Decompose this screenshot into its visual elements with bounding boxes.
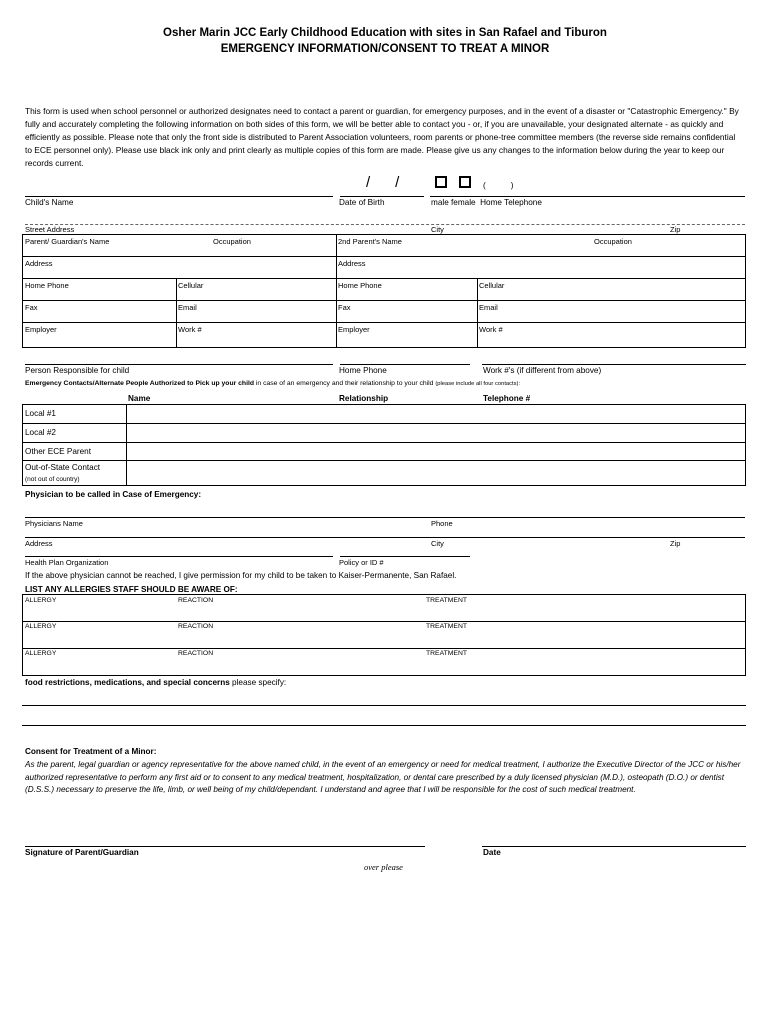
childs-name-label: Child's Name (25, 198, 74, 207)
parent1-fax-label: Fax (25, 303, 38, 312)
contact-row-label: Other ECE Parent (25, 447, 91, 456)
zip-label: Zip (670, 225, 681, 234)
allergies-heading: LIST ANY ALLERGIES STAFF SHOULD BE AWARE OF: (25, 585, 238, 594)
parent2-name-label: 2nd Parent's Name (338, 237, 402, 246)
date-field[interactable] (482, 832, 746, 846)
parent1-work-label: Work # (178, 325, 202, 334)
phone-parens: ( ) (483, 181, 514, 190)
kaiser-permission-text: If the above physician cannot be reached, I give permission for my child to be taken to Kaiser-Permanente, San Rafael. (25, 571, 457, 580)
treatment-label: TREATMENT (426, 650, 468, 657)
person-responsible-field[interactable] (25, 350, 333, 364)
parent1-cellular-label: Cellular (178, 281, 204, 290)
gender-phone-label: male female Home Telephone (431, 198, 542, 207)
responsible-work-label: Work #'s (if different from above) (483, 366, 602, 375)
intro-paragraph: This form is used when school personnel or authorized designates need to contact a parent or guardian, for emergency purposes, and in the event of a disaster or "Catastrophic Emergency." By fully and accurately completing the following information on both sides of this form, we will be better able to contact you - or, if you are unavailable, your designated alternate - as quickly and efficiently as possible. Please note that only the front side is distributed to Parent Association volunteers, room parents or phone-tree committee members (the reverse side remains confidential to ECE personnel only). Please use black ink only and print clearly as multiple copies of this form are made. Please give us any changes to the information below during the year to keep our records current. (25, 106, 739, 168)
parents-table (22, 234, 746, 348)
contact-row-label: Out-of-State Contact (25, 463, 101, 472)
parent1-employer-label: Employer (25, 325, 57, 334)
parent2-cellular-label: Cellular (479, 281, 505, 290)
parent1-occupation-label: Occupation (213, 237, 251, 246)
col-telephone-header: Telephone # (483, 394, 531, 403)
form-subtitle: EMERGENCY INFORMATION/CONSENT TO TREAT A MINOR (220, 43, 550, 55)
policy-label: Policy or ID # (339, 558, 384, 567)
reaction-label: REACTION (178, 650, 214, 657)
contacts-heading-rest: in case of an emergency and their relationship to your child (254, 380, 436, 387)
form-title: Osher Marin JCC Early Childhood Education with sites in San Rafael and Tiburon (163, 27, 607, 39)
date-label: Date (483, 848, 501, 857)
contacts-table (22, 404, 746, 486)
home-telephone-field[interactable] (483, 182, 745, 196)
person-responsible-label: Person Responsible for child (25, 366, 130, 375)
physician-name-field[interactable] (25, 503, 745, 517)
consent-text: As the parent, legal guardian or agency representative for the above named child, in the event of an emergency or need for medical treatment, I authorize the Executive Director of the JCC or his/her authorized representative to perform any first aid or to consent to any medical treatment, hospitalization, or dental care prescribed by a duly licensed physician (M.D.), osteopath (D.O.) or dentist (D.S.S.) necessary to preserve the life, limb, or well being of my child/dependant. I understand and agree that I will be responsible for the cost of such medical treatment. (25, 760, 741, 795)
parent2-occupation-label: Occupation (594, 237, 632, 246)
street-address-field[interactable] (25, 210, 745, 224)
contact-row-label: Local #1 (25, 409, 56, 418)
consent-heading: Consent for Treatment of a Minor: (25, 747, 157, 756)
female-checkbox[interactable] (459, 176, 471, 188)
treatment-label: TREATMENT (426, 623, 468, 630)
allergy-label: ALLERGY (25, 597, 57, 604)
food-heading-bold: food restrictions, medications, and special concerns (25, 678, 230, 687)
city-label: City (431, 225, 444, 234)
physician-city-label: City (431, 539, 444, 548)
childs-name-field[interactable] (25, 182, 333, 196)
signature-label: Signature of Parent/Guardian (25, 848, 139, 857)
over-please-text: over please (364, 862, 403, 872)
parent1-name-label: Parent/ Guardian's Name (25, 237, 110, 246)
signature-field[interactable] (25, 832, 425, 846)
emergency-contacts-heading (25, 380, 520, 387)
allergies-table (22, 594, 746, 676)
parent2-home-phone-label: Home Phone (338, 281, 382, 290)
parent2-address-label: Address (338, 259, 366, 268)
parent1-email-label: Email (178, 303, 197, 312)
dob-slashes: / / (366, 174, 400, 191)
hpo-label: Health Plan Organization (25, 558, 109, 567)
contacts-heading-bold: Emergency Contacts/Alternate People Authorized to Pick up your child (25, 380, 254, 387)
dob-label: Date of Birth (339, 198, 385, 207)
parent2-work-label: Work # (479, 325, 503, 334)
allergy-label: ALLERGY (25, 623, 57, 630)
special-concerns-field[interactable] (22, 690, 746, 726)
parent1-home-phone-label: Home Phone (25, 281, 69, 290)
out-of-state-note: (not out of country) (25, 476, 80, 483)
contacts-heading-note: (please include all four contacts): (435, 381, 521, 387)
physician-zip-label: Zip (670, 539, 681, 548)
physician-phone-label: Phone (431, 519, 453, 528)
col-relationship-header: Relationship (339, 394, 389, 403)
treatment-label: TREATMENT (426, 597, 468, 604)
physician-name-label: Physicians Name (25, 519, 83, 528)
male-checkbox[interactable] (435, 176, 447, 188)
physician-address-label: Address (25, 539, 53, 548)
parent2-email-label: Email (479, 303, 498, 312)
reaction-label: REACTION (178, 597, 214, 604)
parent2-employer-label: Employer (338, 325, 370, 334)
responsible-home-phone-label: Home Phone (339, 366, 387, 375)
street-address-label: Street Address (25, 225, 75, 234)
reaction-label: REACTION (178, 623, 214, 630)
parent2-fax-label: Fax (338, 303, 351, 312)
food-restrictions-heading (25, 678, 286, 687)
parent1-address-label: Address (25, 259, 53, 268)
dob-field[interactable] (340, 182, 424, 196)
contact-row-label: Local #2 (25, 428, 56, 437)
physician-heading: Physician to be called in Case of Emergency: (25, 490, 202, 499)
food-heading-rest: please specify: (229, 678, 287, 687)
col-name-header: Name (128, 394, 151, 403)
allergy-label: ALLERGY (25, 650, 57, 657)
